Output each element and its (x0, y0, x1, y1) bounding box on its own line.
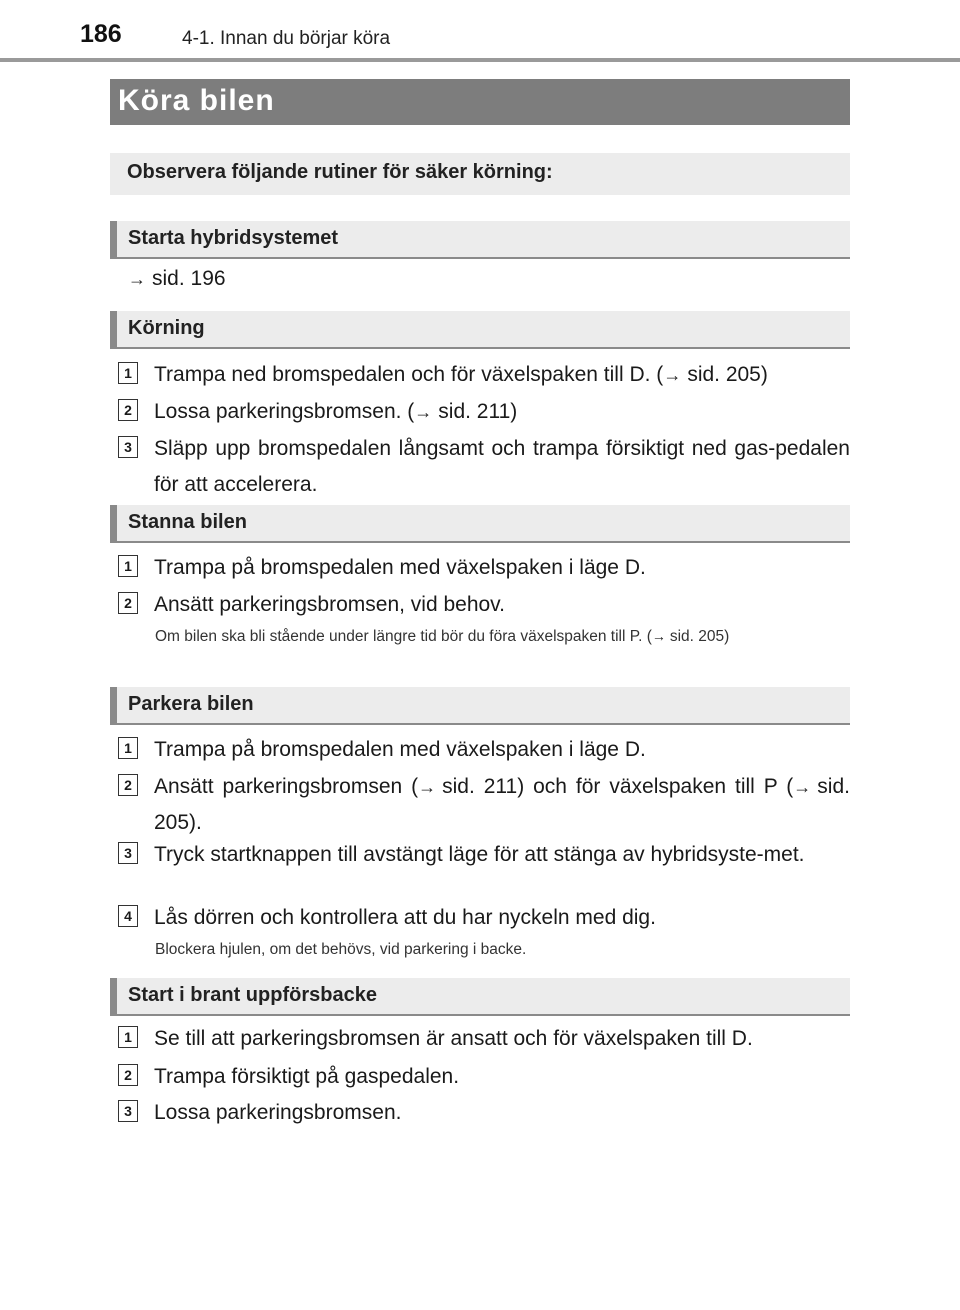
step-number: 1 (118, 737, 138, 759)
header-divider (0, 58, 960, 62)
subheading-start-hybrid (110, 221, 850, 259)
subheading-stop (110, 505, 850, 543)
note-body: Om bilen ska bli stående under längre tid bör du föra växelspaken till P. ( (155, 628, 652, 645)
subheading-park (110, 687, 850, 725)
step-text: Ansätt parkeringsbromsen, vid behov. (154, 593, 505, 616)
reference-link[interactable]: sid. 211) (438, 400, 518, 423)
subheading-text: Parkera bilen (128, 693, 254, 715)
arrow-right-icon: → (128, 269, 146, 289)
subheading-text: Körning (128, 317, 205, 339)
step-text: Släpp upp bromspedalen långsamt och trampa försiktigt ned gas-pedalen för att accelerera. (154, 437, 850, 496)
section-reference: 4-1. Innan du börjar köra (182, 28, 391, 49)
note-text (155, 624, 845, 649)
step-number: 3 (118, 842, 138, 864)
step-text: Se till att parkeringsbromsen är ansatt och för växelspaken till D. (154, 1027, 753, 1050)
arrow-right-icon: → (418, 777, 437, 797)
subheading-driving (110, 311, 850, 349)
step-number: 4 (118, 905, 138, 927)
step-number: 1 (118, 1026, 138, 1048)
title-bar (110, 79, 850, 125)
reference-link[interactable]: sid. 205) (669, 628, 730, 645)
step-number: 2 (118, 399, 138, 421)
arrow-right-icon: → (414, 402, 433, 422)
step-text: Trampa försiktigt på gaspedalen. (154, 1065, 460, 1088)
page-reference[interactable] (128, 267, 226, 291)
subheading-hill-start (110, 978, 850, 1016)
subheading-text: Stanna bilen (128, 511, 247, 533)
step-text: Trampa ned bromspedalen och för växelspaken till D. ( (154, 363, 664, 386)
step-number: 2 (118, 592, 138, 614)
step-text: Lås dörren och kontrollera att du har nyckeln med dig. (154, 906, 656, 929)
step-number: 2 (118, 774, 138, 796)
intro-text: Observera följande rutiner för säker körning: (127, 161, 553, 183)
step-text: Trampa på bromspedalen med växelspaken i läge D. (154, 738, 646, 761)
reference-link[interactable]: sid. 205) (687, 363, 768, 386)
reference-link[interactable]: sid. 205). (154, 775, 850, 834)
step-number: 2 (118, 1064, 138, 1086)
step-text: Trampa på bromspedalen med växelspaken i läge D. (154, 556, 646, 579)
step-number: 1 (118, 362, 138, 384)
subheading-text: Starta hybridsystemet (128, 227, 339, 249)
subheading-text: Start i brant uppförsbacke (128, 984, 377, 1006)
arrow-right-icon: → (651, 628, 666, 644)
step-number: 3 (118, 1100, 138, 1122)
step-text: Lossa parkeringsbromsen. ( (154, 400, 415, 423)
page-title: Köra bilen (118, 84, 275, 117)
step-text: Tryck startknappen till avstängt läge för att stänga av hybridsyste-met. (154, 843, 805, 866)
arrow-right-icon: → (793, 777, 812, 797)
note-text: Blockera hjulen, om det behövs, vid parkering i backe. (155, 941, 527, 958)
reference-link[interactable]: sid. 211) och för växelspaken till P ( (442, 775, 794, 798)
reference-text: sid. 196 (152, 267, 226, 290)
step-number: 3 (118, 436, 138, 458)
intro-box (110, 153, 850, 195)
step-number: 1 (118, 555, 138, 577)
page-header (0, 0, 960, 64)
arrow-right-icon: → (663, 365, 682, 385)
step-text: Lossa parkeringsbromsen. (154, 1101, 402, 1124)
step-text: Ansätt parkeringsbromsen ( (154, 775, 419, 798)
page-number: 186 (80, 20, 122, 48)
